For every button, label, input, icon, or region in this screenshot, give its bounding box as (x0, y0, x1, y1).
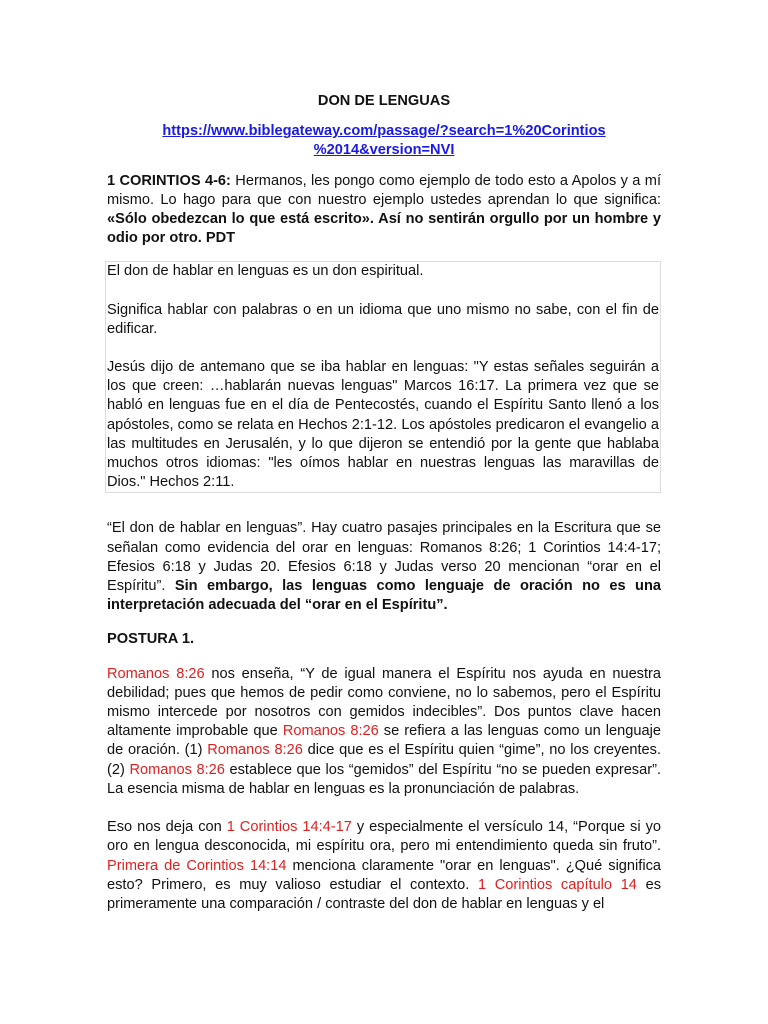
paragraph-text: menciona claramente "orar en lenguas". ¿Qué significa esto? Primero, es muy valioso estudiar el contexto. (107, 857, 661, 893)
paragraph-text: dice que es el Espíritu quien “gime”, no los creyentes. (2) (107, 742, 661, 778)
paragraph-text: y especialmente el versículo 14, “Porque si yo oro en lengua desconocida, mi espíritu ora, pero mi entendimiento queda sin fruto”. (107, 819, 661, 855)
paragraph-text: “El don de hablar en lenguas”. Hay cuatro pasajes principales en la Escritura que se señalan como evidencia del orar en lenguas: Romanos 8:26; 1 Corintios 14:4-17; Efesios 6:18 y Judas 20. Efesios 6:18 y Judas verso 20 mencionan “orar en el Espíritu”. (107, 520, 661, 595)
paragraph-text: Eso nos deja con (107, 819, 227, 836)
paragraph-text: nos enseña, “Y de igual manera el Espíritu nos ayuda en nuestra debilidad; pues que hemos de pedir como conviene, no lo sabemos, pero el Espíritu mismo intercede por nosotros con gemidos indecibles”. Dos puntos clave hacen altamente improbable que (107, 665, 662, 740)
verse-link[interactable]: Romanos 8:26 (129, 761, 225, 778)
paragraph-text: se refiera a las lenguas como un lenguaje de oración. (1) (107, 723, 661, 759)
paragraph-text: es primeramente una comparación / contraste del don de hablar en lenguas y el (107, 876, 661, 912)
paragraph-corintios-4-6 (107, 172, 661, 249)
link-line-2[interactable]: %2014&version=NVI (313, 142, 455, 159)
paragraph-text: establece que los “gemidos” del Espíritu “no se pueden expresar”. La esencia misma de hablar en lenguas es la pronunciación de palabras. (107, 761, 661, 797)
document-title: DON DE LENGUAS (317, 93, 451, 109)
biblegateway-link[interactable] (107, 122, 661, 160)
verse-reference: 1 CORINTIOS 4-6: (107, 172, 231, 189)
verse-link[interactable]: Primera de Corintios 14:14 (107, 857, 287, 874)
box-paragraph-2: Significa hablar con palabras o en un idioma que uno mismo no sabe, con el fin de edificar. (107, 301, 659, 337)
bold-quote: «Sólo obedezcan lo que está escrito». Así no sentirán orgullo por un hombre y odio por otro. PDT (107, 211, 661, 247)
verse-link[interactable]: 1 Corintios 14:4-17 (226, 819, 352, 836)
link-line-1[interactable]: https://www.biblegateway.com/passage/?search=1%20Corintios (162, 123, 606, 140)
paragraph-pasajes (107, 519, 661, 615)
section-heading: POSTURA 1. (107, 631, 195, 648)
box-paragraph-1: El don de hablar en lenguas es un don espiritual. (107, 263, 424, 280)
document-body (107, 92, 661, 914)
paragraph-romanos (107, 665, 661, 799)
definition-box (105, 261, 661, 493)
verse-link[interactable]: 1 Corintios capítulo 14 (477, 876, 637, 893)
verse-link[interactable]: Romanos 8:26 (207, 742, 303, 759)
verse-link[interactable]: Romanos 8:26 (282, 723, 379, 740)
bold-statement: Sin embargo, las lenguas como lenguaje de oración no es una interpretación adecuada del “orar en el Espíritu”. (107, 578, 661, 614)
paragraph-corintios-14 (107, 818, 661, 914)
paragraph-text: Hermanos, les pongo como ejemplo de todo esto a Apolos y a mí mismo. Lo hago para que con nuestro ejemplo ustedes aprendan lo que significa: (107, 172, 661, 208)
box-paragraph-3: Jesús dijo de antemano que se iba hablar en lenguas: "Y estas señales seguirán a los que creen: …hablarán nuevas lenguas" Marcos 16:17. La primera vez que se habló en lenguas fue en el día de Pentecostés, cuando el Espíritu Santo llenó a los apóstoles, como se relata en Hechos 2:1-12. Los apóstoles predicaron el evangelio a las multitudes en Jerusalén, y lo que dijeron se entendió por la gente que hablaba muchos otros idiomas: "les oímos hablar en nuestras lenguas las maravillas de Dios." Hechos 2:11. (107, 359, 659, 491)
verse-link[interactable]: Romanos 8:26 (107, 665, 205, 682)
